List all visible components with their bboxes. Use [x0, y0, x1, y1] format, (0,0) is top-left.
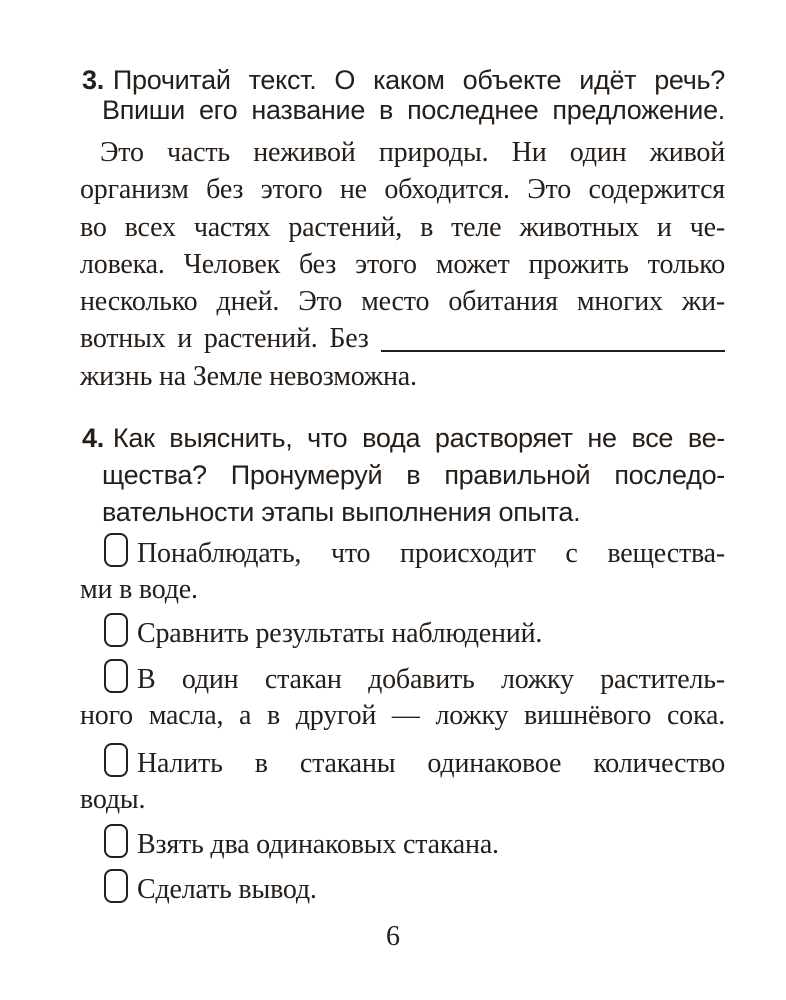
step-item-text: Сделать вывод.	[137, 874, 317, 905]
passage-line: жизнь на Земле невозможна.	[80, 360, 417, 392]
step-item-text: ного масла, а в другой — ложку вишнёвого сока.	[80, 700, 725, 731]
step-item-text: воды.	[80, 784, 146, 815]
step-item-first-line	[80, 743, 725, 781]
sequence-checkbox[interactable]	[104, 533, 128, 567]
passage-line: во всех частях растений, в теле животных и че-	[80, 211, 725, 243]
passage-line: организм без этого не обходится. Это содержится	[80, 174, 725, 206]
passage-line: несколько дней. Это место обитания многих жи-	[80, 286, 725, 318]
sequence-checkbox[interactable]	[104, 743, 128, 777]
task4-instruction-text: Как выяснить, что вода растворяет не все ве-	[112, 423, 725, 453]
page-number: 6	[386, 921, 400, 952]
task3-number: 3.	[82, 65, 104, 95]
task4-number: 4.	[82, 423, 104, 453]
step-item-first-line	[80, 824, 725, 862]
step-item-text: Взять два одинаковых стакана.	[137, 829, 499, 860]
step-item-text: В один стакан добавить ложку раститель-	[137, 664, 725, 695]
passage-line: Это часть неживой природы. Ни один живой	[100, 137, 725, 168]
answer-blank[interactable]	[381, 320, 725, 351]
task3-passage	[80, 134, 725, 395]
task3-instruction-line	[82, 65, 725, 95]
passage-line-with-blank	[80, 320, 725, 357]
step-item-first-line	[80, 869, 725, 907]
step-item-text: Сравнить результаты наблюдений.	[137, 618, 543, 649]
step-item-first-line	[80, 659, 725, 697]
step-item	[80, 533, 725, 609]
step-item-first-line	[80, 613, 725, 651]
task4-instruction	[82, 420, 725, 531]
step-item-text: ми в воде.	[80, 574, 198, 605]
task3-instruction-line: Впиши его название в последнее предложение.	[102, 95, 725, 125]
task4-instruction-line	[82, 420, 725, 457]
task4-instruction-line: щества? Пронумеруй в правильной последо-	[102, 460, 725, 490]
task3-instruction-text: Прочитай текст. О каком объекте идёт речь?	[112, 65, 725, 95]
sequence-checkbox[interactable]	[104, 824, 128, 858]
step-item-first-line	[80, 533, 725, 571]
step-item	[80, 659, 725, 735]
step-item-text: Налить в стаканы одинаковое количество	[137, 748, 725, 779]
step-item	[80, 869, 725, 907]
task4-instruction-line: вательности этапы выполнения опыта.	[102, 497, 581, 527]
sequence-checkbox[interactable]	[104, 869, 128, 903]
passage-line: вотных и растений. Без	[80, 323, 369, 355]
sequence-checkbox[interactable]	[104, 659, 128, 693]
step-item	[80, 743, 725, 819]
step-item	[80, 613, 725, 651]
task3-instruction	[82, 65, 725, 125]
sequence-checkbox[interactable]	[104, 613, 128, 647]
step-item-text: Понаблюдать, что происходит с вещества-	[137, 538, 725, 569]
passage-line: ловека. Человек без этого может прожить только	[80, 248, 725, 280]
step-item	[80, 824, 725, 862]
